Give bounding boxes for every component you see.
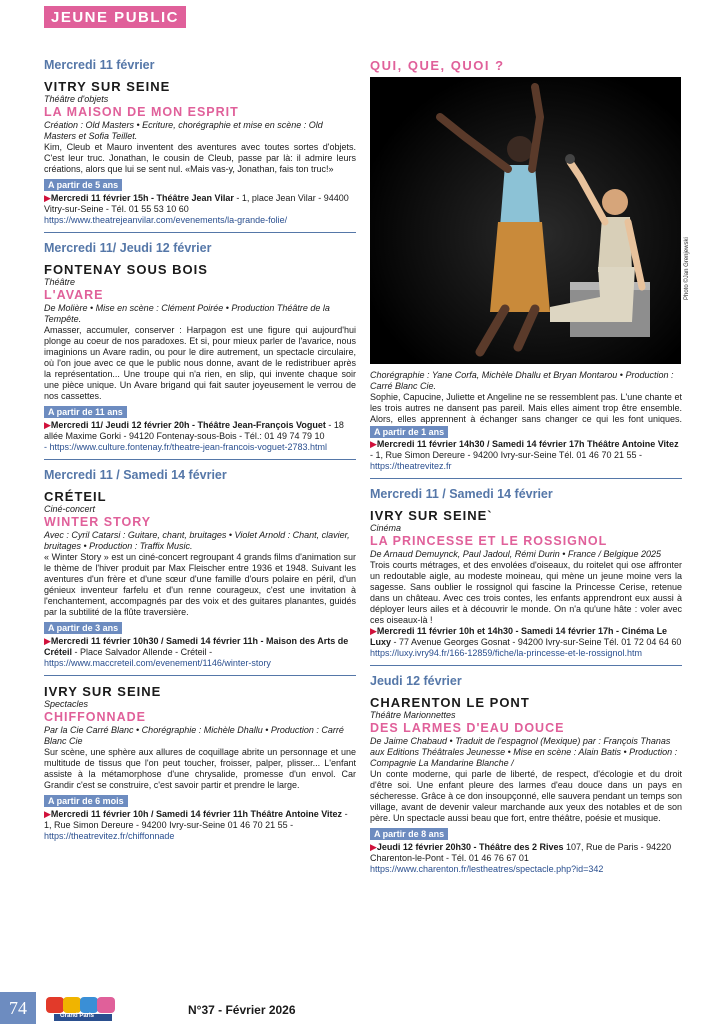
event-genre: Spectacles: [44, 699, 89, 709]
event-princesse-rossignol: [370, 487, 682, 659]
event-description: Sur scène, une sphère aux allures de coquillage abrite un personnage et une multitude de tissus que l'on peut toucher, froisser, palper, plisser... L'enfant assiste à la métamorphose d'une chrysalide, promesse d'un envol. Car Grandir c'est se construire, c'est savoir partir et prendre le large.: [44, 747, 356, 790]
divider: [44, 232, 356, 233]
event-creteil: [44, 468, 356, 669]
divider: [370, 665, 682, 666]
event-city: CHARENTON LE PONT: [370, 695, 530, 710]
event-ivry-chiffonnade: [44, 684, 356, 842]
event-link[interactable]: https://www.charenton.fr/lestheatres/spectacle.php?id=342: [370, 864, 604, 874]
event-credits: De Jaime Chabaud • Traduit de l'espagnol (Mexique) par : François Thanas aux Editions Théâtrales Jeunesse • Mise en scène : Alain Batis • Production : Compagnie La Mandarine Blanche /: [370, 736, 678, 768]
event-title: DES LARMES D'EAU DOUCE: [370, 721, 565, 735]
event-info: ▶Mercredi 11 février 10h / Samedi 14 février 11h Théâtre Antoine Vitez - 1, Rue Simon Dereure - 94200 Ivry-sur-Seine 01 46 70 21 55 - https://theatrevitez.fr/chiffonnade: [44, 809, 348, 841]
event-description: Un conte moderne, qui parle de liberté, de respect, d'écologie et du droit d'être soi. Une enfant pleure des larmes d'eau douce dans un pays en sécheresse. Grâce à ce don insoupçonné, elle sauvera pendant un temps son village, avant de devenir valeur marchande aux yeux des notables et de son père. Un spectacle aussi beau que fort, entre théâtre, poésie et musique.: [370, 769, 682, 823]
event-description: Trois courts métrages, et des envolées d'oiseaux, du roitelet qui ose affronter un redoutable aigle, au modeste moineau, qui mène un jeune moine vers la sagesse. Sans oublier le rossignol qui fascine la Princesse Cerise, retenue dans un château. Avec ces trois contes, les enfants apprendront eux aussi à déployer leurs ailes et à découvrir le monde. On n'a qu'une hâte : voler avec ces oiseaux-là !: [370, 560, 682, 625]
event-fontenay: [44, 241, 356, 453]
arrow-icon: ▶: [44, 420, 51, 430]
photo-credit: Photo ©Jan Grenjewski: [684, 237, 690, 300]
magazine-logo: [46, 996, 128, 1022]
event-genre: Théâtre d'objets: [44, 94, 109, 104]
event-larmes-eau-douce: [370, 674, 682, 875]
event-credits: De Arnaud Demuynck, Paul Jadoul, Rémi Durin • France / Belgique 2025: [370, 549, 661, 559]
event-link[interactable]: https://www.maccreteil.com/evenement/1146/winter-story: [44, 658, 271, 668]
arrow-icon: ▶: [44, 809, 51, 819]
divider: [44, 459, 356, 460]
arrow-icon: ▶: [370, 626, 377, 636]
event-title: WINTER STORY: [44, 515, 152, 529]
event-date: Mercredi 11/ Jeudi 12 février: [44, 241, 212, 255]
event-date: Jeudi 12 février: [370, 674, 462, 688]
event-credits: Par la Cie Carré Blanc • Chorégraphie : Michèle Dhallu • Production : Carré Blanc Cie: [44, 725, 344, 746]
event-genre: Ciné-concert: [44, 504, 96, 514]
event-city: CRÉTEIL: [44, 489, 107, 504]
event-city: VITRY SUR SEINE: [44, 79, 171, 94]
event-title: L'AVARE: [44, 288, 104, 302]
event-description: Amasser, accumuler, conserver : Harpagon est une figure qui aujourd'hui plonge au coeur de nos paradoxes. Et si, pour mieux parler de l'avarice, nous imaginions un Avare radin, ou pour le dire autrement, un spectacle circulaire, où l'on joue avec ce que le public nous donne, avant de le redistribuer après la représentation... Une troupe qui n'a rien, en slip, qui invente chaque soir une pièce unique. Un Avare brigand qui fait sauter joyeusement le verrou de nos cassettes.: [44, 325, 356, 401]
section-title: QUI, QUE, QUOI ?: [370, 58, 505, 73]
divider: [370, 478, 682, 479]
arrow-icon: ▶: [44, 636, 51, 646]
event-description: Sophie, Capucine, Juliette et Angeline ne se ressemblent pas. L'une chante et les trois autres ne dansent pas pareil. Mais elles aiment trop être ensemble. Alors, elles apprennent à échanger sans changer ce qui les font uniques. A partir de 1 ans: [370, 392, 682, 437]
section-tag: JEUNE PUBLIC: [44, 6, 186, 28]
age-badge: A partir de 6 mois: [44, 795, 128, 807]
event-city: IVRY SUR SEINE`: [370, 508, 493, 523]
event-link[interactable]: https://theatrevitez.fr: [370, 461, 452, 471]
event-info: ▶Mercredi 11 février 15h - Théâtre Jean Vilar - 1, place Jean Vilar - 94400 Vitry-sur-Seine - Tél. 01 55 53 10 60: [44, 193, 349, 214]
event-info: ▶Jeudi 12 février 20h30 - Théâtre des 2 Rives 107, Rue de Paris - 94220 Charenton-le-Pont - Tél. 01 46 76 67 01: [370, 842, 672, 863]
right-column: [370, 58, 682, 875]
event-info: ▶Mercredi 11 février 14h30 / Samedi 14 février 17h Théâtre Antoine Vitez - 1, Rue Simon Dereure - 94200 Ivry-sur-Seine Tél. 01 46 70 21 55 - https://theatrevitez.fr: [370, 439, 679, 471]
logo-text: Grand Paris: [60, 1013, 95, 1019]
event-credits: Création : Old Masters • Ecriture, chorégraphie et mise en scène : Old Masters et Sofia Teillet.: [44, 120, 323, 141]
event-credits: De Molière • Mise en scène : Clément Poirée • Production Théâtre de la Tempête.: [44, 303, 330, 324]
divider: [44, 675, 356, 676]
event-vitry: [44, 58, 356, 226]
age-badge: A partir de 8 ans: [370, 828, 448, 840]
event-description: Kim, Cleub et Mauro inventent des aventures avec toutes sortes d'objets. C'est leur truc. Jonathan, le cousin de Cleub, passe par là: il admire leurs créations, alors que lui se sent nul. «Mais vas-y, Jonathan, fais ton truc!»: [44, 142, 356, 174]
event-credits: Chorégraphie : Yane Corfa, Michèle Dhallu et Bryan Montarou • Production : Carré Blanc Cie.: [370, 370, 674, 391]
event-title: LA PRINCESSE ET LE ROSSIGNOL: [370, 534, 608, 548]
event-date: Mercredi 11 / Samedi 14 février: [370, 487, 553, 501]
arrow-icon: ▶: [370, 439, 377, 449]
age-badge: A partir de 11 ans: [44, 406, 127, 418]
event-city: FONTENAY SOUS BOIS: [44, 262, 208, 277]
event-info: ▶Mercredi 11/ Jeudi 12 février 20h - Théâtre Jean-François Voguet - 18 allée Maxime Gorki - 94120 Fontenay-sous-Bois - Tél.: 01 49 74 79 10: [44, 420, 344, 441]
event-city: IVRY SUR SEINE: [44, 684, 162, 699]
event-link[interactable]: https://luxy.ivry94.fr/166-12859/fiche/la-princesse-et-le-rossignol.htm: [370, 648, 642, 658]
event-link[interactable]: - https://www.culture.fontenay.fr/theatre-jean-francois-voguet-2783.html: [44, 442, 327, 452]
age-badge: A partir de 5 ans: [44, 179, 122, 191]
event-description: « Winter Story » est un ciné-concert regroupant 4 grands films d'animation sur le thème de l'hiver produit par Max Fleischer entre 1936 et 1948. Suivant les aventures d'un frère et d'une sœur d'une famille d'ours polaire en péril, d'un génieux inventeur farfelu et d'un renne courageux, c'est une invitation à l'enchantement, accompagnés par des voix et des guitares planantes, guidés par la subtilité de la flûte traversière.: [44, 552, 356, 617]
dance-photo: [370, 77, 681, 364]
event-link[interactable]: https://theatrevitez.fr/chiffonnade: [44, 831, 175, 841]
age-badge: A partir de 1 ans: [370, 426, 448, 438]
event-info: ▶Mercredi 11 février 10h et 14h30 - Samedi 14 février 17h - Cinéma Le Luxy - 77 Avenue Georges Gosnat - 94200 Ivry-sur-Seine Tél. 01 72 04 64 60: [370, 626, 682, 647]
event-credits: Avec : Cyril Catarsi : Guitare, chant, bruitages • Violet Arnold : Chant, clavier, bruitages • Production : Traffix Music.: [44, 530, 350, 551]
left-column: [44, 58, 356, 842]
age-badge: A partir de 3 ans: [44, 622, 122, 634]
event-qui-que-quoi: [370, 370, 682, 472]
event-genre: Cinéma: [370, 523, 402, 533]
event-link[interactable]: https://www.theatrejeanvilar.com/evenements/la-grande-folie/: [44, 215, 288, 225]
event-title: CHIFFONNADE: [44, 710, 146, 724]
issue-label: N°37 - Février 2026: [188, 1003, 296, 1017]
event-genre: Théâtre: [44, 277, 76, 287]
arrow-icon: ▶: [370, 842, 377, 852]
arrow-icon: ▶: [44, 193, 51, 203]
event-title: LA MAISON DE MON ESPRIT: [44, 105, 239, 119]
page-number: 74: [0, 992, 36, 1024]
event-date: Mercredi 11 février: [44, 58, 155, 72]
event-genre: Théâtre Marionnettes: [370, 710, 456, 720]
event-info: ▶Mercredi 11 février 10h30 / Samedi 14 février 11h - Maison des Arts de Créteil - Place Salvador Allende - Créteil - https://www.maccreteil.com/evenement/1146/winter-story: [44, 636, 349, 668]
event-date: Mercredi 11 / Samedi 14 février: [44, 468, 227, 482]
